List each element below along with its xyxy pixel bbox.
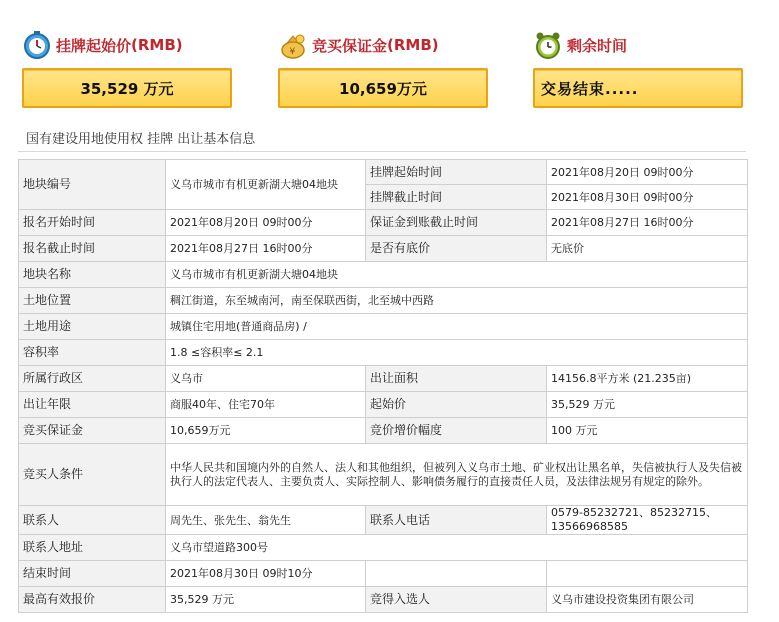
cell-label: 报名开始时间 xyxy=(19,210,166,236)
cell-label: 所属行政区 xyxy=(19,366,166,392)
cell-value: 10,659万元 xyxy=(166,418,366,444)
table-row xyxy=(19,561,748,587)
cell-label: 地块名称 xyxy=(19,262,166,288)
cell-empty xyxy=(547,561,748,587)
cell-label: 地块编号 xyxy=(19,160,166,210)
table-row xyxy=(19,392,748,418)
table-row xyxy=(19,160,748,185)
cell-label: 联系人电话 xyxy=(366,506,547,535)
svg-text:¥: ¥ xyxy=(289,47,296,57)
table-row xyxy=(19,340,748,366)
cell-value: 1.8 ≤容积率≤ 2.1 xyxy=(166,340,748,366)
divider xyxy=(18,151,746,152)
table-row xyxy=(19,288,748,314)
listing-info-table xyxy=(18,159,748,613)
cell-value: 稠江街道，东至城南河，南至保联西街，北至城中西路 xyxy=(166,288,748,314)
table-row xyxy=(19,506,748,535)
metric-unit: (RMB) xyxy=(131,36,183,54)
stopwatch-icon xyxy=(22,30,52,60)
cell-label: 保证金到账截止时间 xyxy=(366,210,547,236)
cell-value: 14156.8平方米 (21.235亩) xyxy=(547,366,748,392)
money-bag-icon xyxy=(278,30,308,60)
cell-value: 2021年08月20日 09时00分 xyxy=(547,160,748,185)
cell-value: 城镇住宅用地(普通商品房) / xyxy=(166,314,748,340)
cell-value: 义乌市建设投资集团有限公司 xyxy=(547,587,748,613)
cell-value: 义乌市 xyxy=(166,366,366,392)
cell-label: 竞价增价幅度 xyxy=(366,418,547,444)
cell-label: 联系人 xyxy=(19,506,166,535)
cell-label: 竞得入选人 xyxy=(366,587,547,613)
cell-value: 义乌市望道路300号 xyxy=(166,535,748,561)
cell-label: 起始价 xyxy=(366,392,547,418)
metric-value: 交易结束..... xyxy=(533,68,743,108)
cell-label: 结束时间 xyxy=(19,561,166,587)
cell-value: 中华人民共和国境内外的自然人、法人和其他组织，但被列入义乌市土地、矿业权出让黑名单，失信被执行人及失信被执行人的法定代表人、主要负责人、实际控制人、影响债务履行的直接责任人员，及法律法规另有规定的除外。 xyxy=(166,444,748,506)
cell-label: 最高有效报价 xyxy=(19,587,166,613)
cell-value: 0579-85232721、85232715、13566968585 xyxy=(547,506,748,535)
cell-value: 35,529 万元 xyxy=(547,392,748,418)
cell-label: 出让面积 xyxy=(366,366,547,392)
metric-title: 竞买保证金 xyxy=(312,36,388,55)
cell-label: 土地位置 xyxy=(19,288,166,314)
cell-label: 竞买保证金 xyxy=(19,418,166,444)
table-row xyxy=(19,366,748,392)
cell-value: 义乌市城市有机更新湖大塘04地块 xyxy=(166,262,748,288)
cell-label: 报名截止时间 xyxy=(19,236,166,262)
cell-value: 35,529 万元 xyxy=(166,587,366,613)
metric-unit: (RMB) xyxy=(387,36,439,54)
cell-label: 土地用途 xyxy=(19,314,166,340)
cell-label: 挂牌起始时间 xyxy=(366,160,547,185)
price-summary xyxy=(0,0,779,125)
metric-deposit xyxy=(278,28,488,120)
cell-value: 2021年08月20日 09时00分 xyxy=(166,210,366,236)
cell-value: 2021年08月30日 09时10分 xyxy=(166,561,366,587)
cell-value: 2021年08月30日 09时00分 xyxy=(547,185,748,210)
cell-value: 100 万元 xyxy=(547,418,748,444)
cell-value: 义乌市城市有机更新湖大塘04地块 xyxy=(166,160,366,210)
section-title: 国有建设用地使用权 挂牌 出让基本信息 xyxy=(26,132,256,147)
cell-value: 2021年08月27日 16时00分 xyxy=(547,210,748,236)
cell-empty xyxy=(366,561,547,587)
metric-title: 挂牌起始价 xyxy=(56,36,132,55)
metric-title: 剩余时间 xyxy=(567,36,628,55)
cell-value: 无底价 xyxy=(547,236,748,262)
cell-label: 容积率 xyxy=(19,340,166,366)
cell-label: 出让年限 xyxy=(19,392,166,418)
table-row xyxy=(19,210,748,236)
table-row xyxy=(19,587,748,613)
cell-label: 竞买人条件 xyxy=(19,444,166,506)
cell-value: 周先生、张先生、翁先生 xyxy=(166,506,366,535)
cell-label: 挂牌截止时间 xyxy=(366,185,547,210)
cell-label: 是否有底价 xyxy=(366,236,547,262)
cell-value: 商服40年、住宅70年 xyxy=(166,392,366,418)
table-row xyxy=(19,535,748,561)
table-row xyxy=(19,444,748,506)
cell-label: 联系人地址 xyxy=(19,535,166,561)
table-row xyxy=(19,314,748,340)
alarm-clock-icon xyxy=(533,30,563,60)
metric-value: 35,529 万元 xyxy=(22,68,232,108)
table-row xyxy=(19,236,748,262)
metric-value: 10,659万元 xyxy=(278,68,488,108)
table-row xyxy=(19,262,748,288)
metric-start-price xyxy=(22,28,232,120)
cell-value: 2021年08月27日 16时00分 xyxy=(166,236,366,262)
metric-remaining-time xyxy=(533,28,743,120)
table-row xyxy=(19,418,748,444)
